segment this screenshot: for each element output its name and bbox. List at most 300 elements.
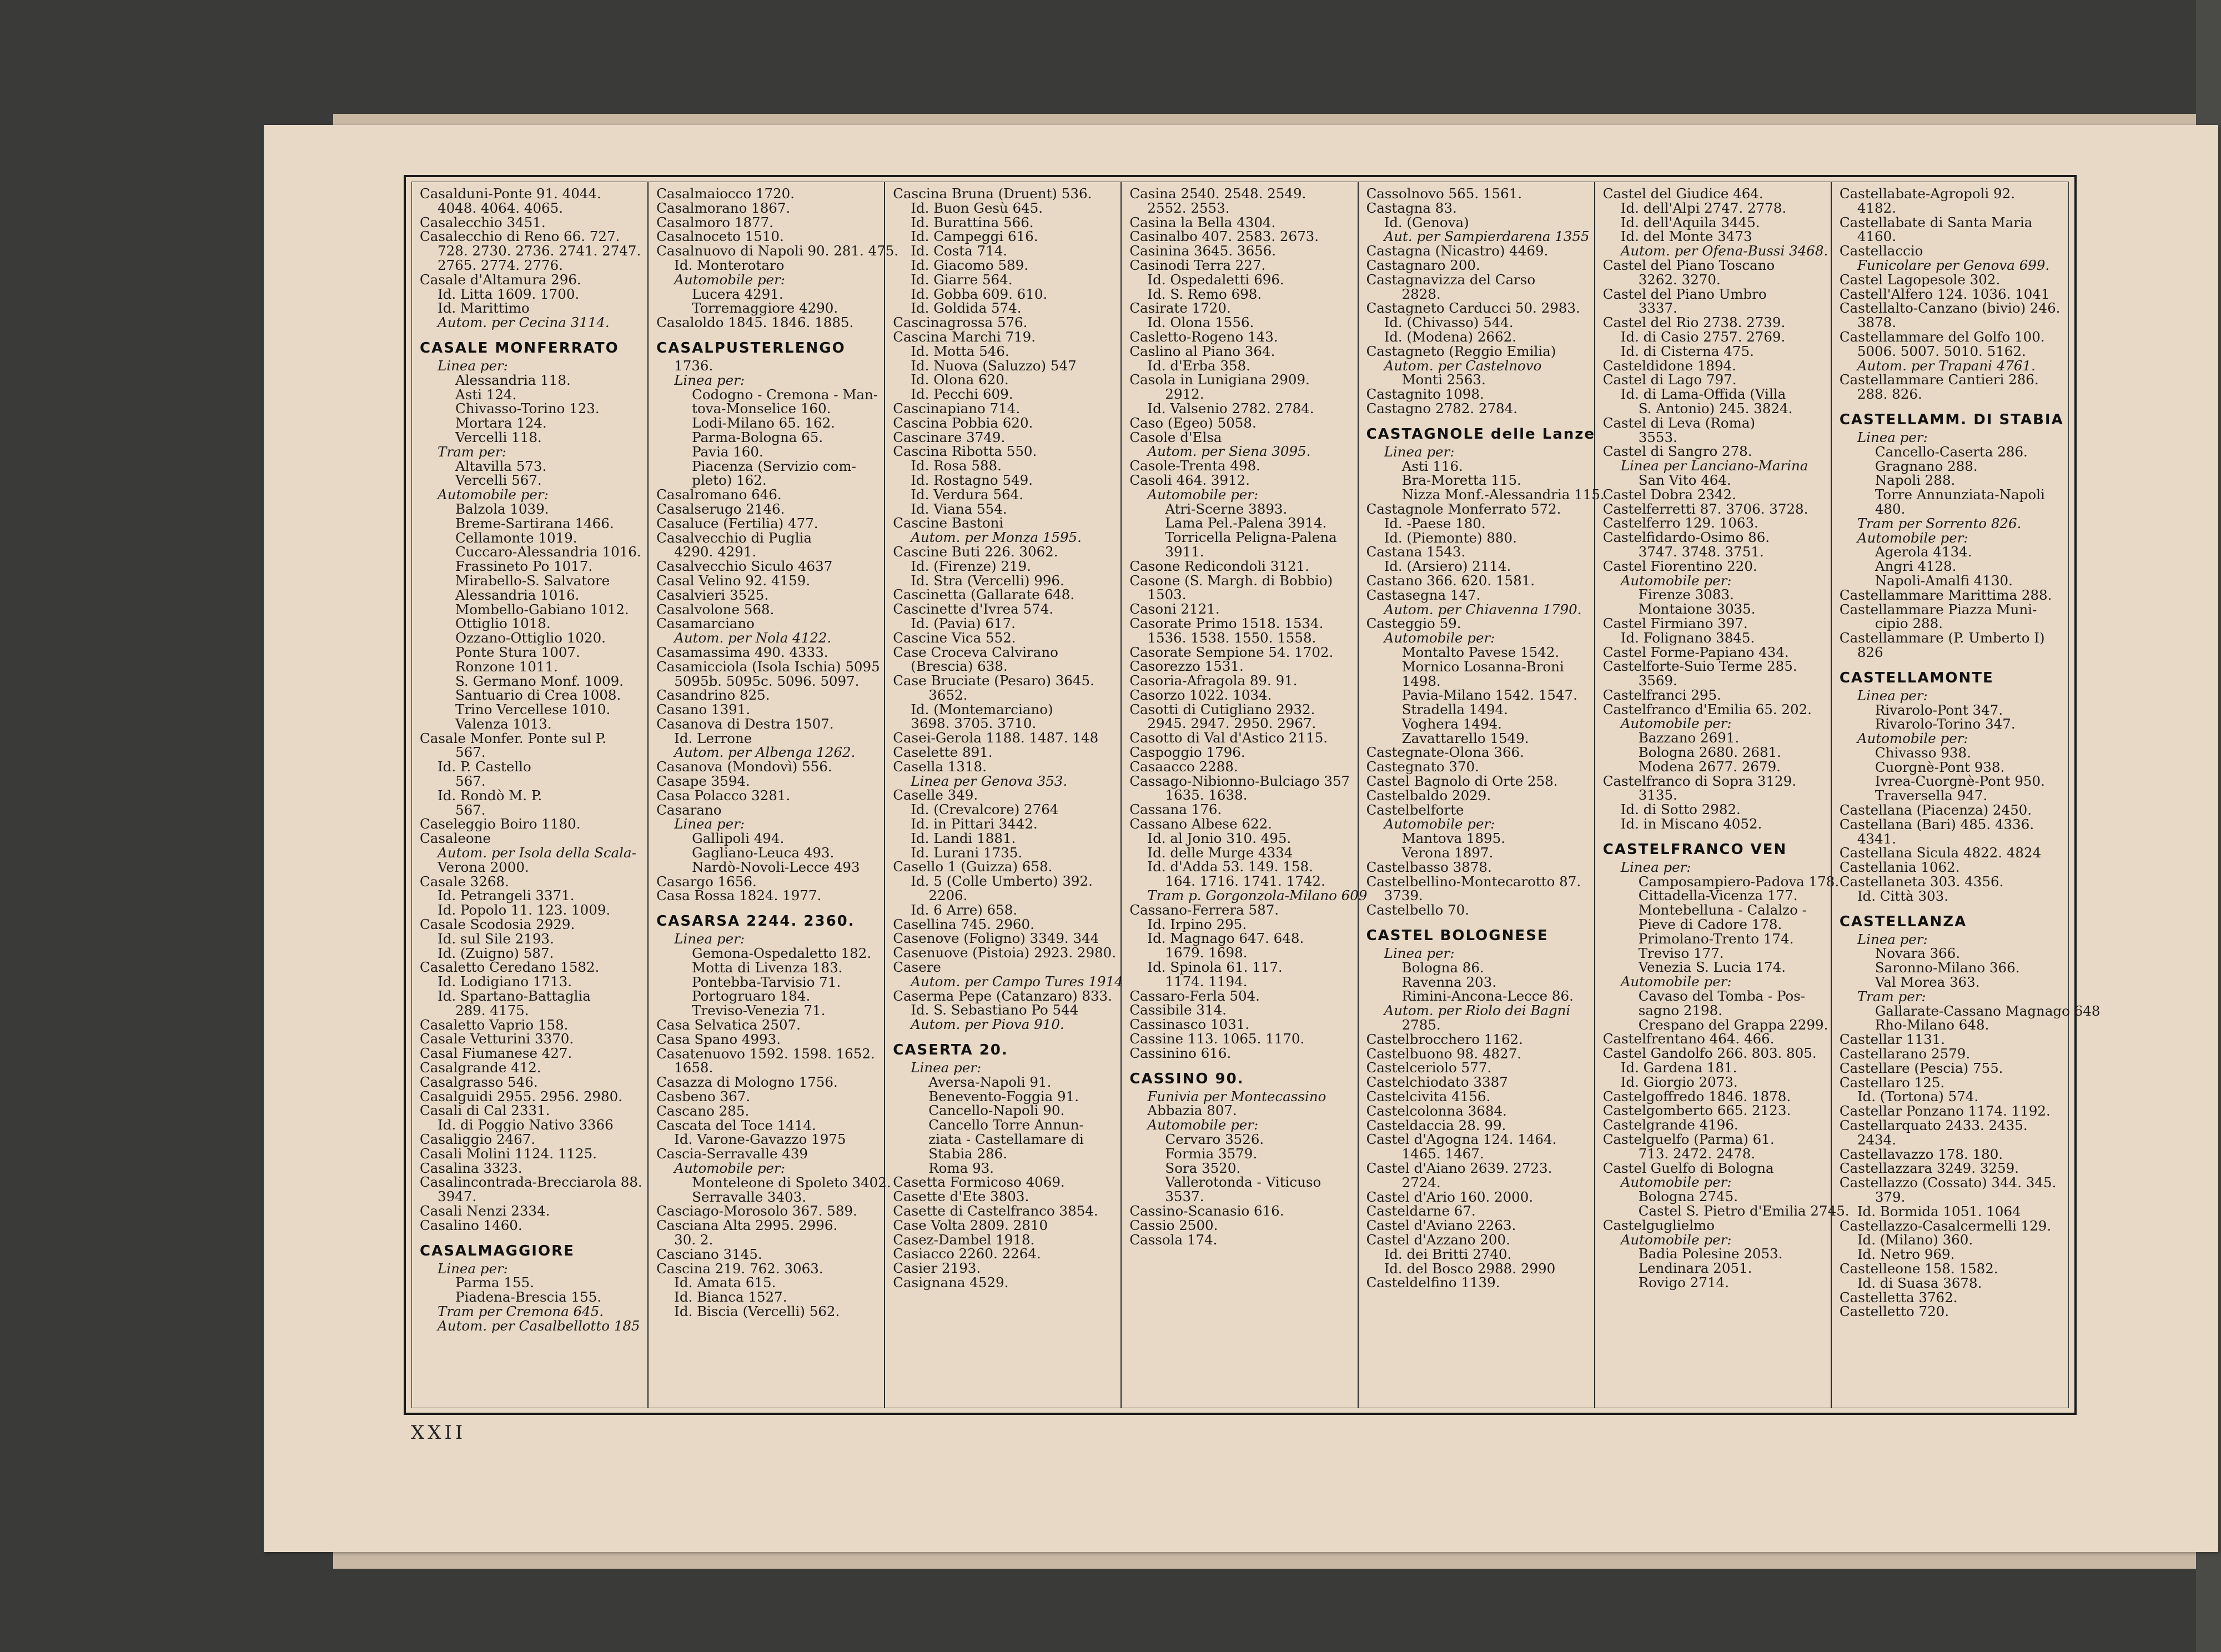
index-entry: Cascine Bastoni <box>893 515 1004 531</box>
index-entry: Casanova di Destra 1507. <box>656 715 834 732</box>
index-entry: Castellabate-Agropoli 92. <box>1839 185 2015 202</box>
index-entry: Id. Pecchi 609. <box>911 386 1013 403</box>
index-entry: Roma 93. <box>928 1159 994 1176</box>
index-entry: Automobile per: <box>1384 816 1495 832</box>
index-entry: Caspoggio 1796. <box>1129 744 1245 761</box>
index-entry: Santuario di Crea 1008. <box>455 687 621 704</box>
index-entry: Montebelluna - Calalzo - <box>1638 902 1807 918</box>
index-entry: Id. Biscia (Vercelli) 562. <box>674 1303 840 1319</box>
index-entry: Casaacco 2288. <box>1129 758 1238 775</box>
index-entry: Id. Gobba 609. 610. <box>911 285 1048 302</box>
index-entry: Gemona-Ospedaletto 182. <box>692 945 872 962</box>
index-entry: Casteldidone 1894. <box>1602 357 1736 374</box>
index-entry: Id. (Genova) <box>1384 214 1469 230</box>
index-entry: Castelgrande 4196. <box>1602 1117 1738 1133</box>
index-entry: Casbeno 367. <box>656 1088 751 1105</box>
index-entry: Asti 116. <box>1401 458 1463 474</box>
index-entry: 3911. <box>1165 543 1204 560</box>
index-entry: Serravalle 3403. <box>692 1188 806 1205</box>
index-entry: Casteldaccia 28. 99. <box>1366 1117 1506 1133</box>
index-entry: Castel d'Aviano 2263. <box>1366 1217 1516 1234</box>
index-entry: 3947. <box>438 1188 477 1205</box>
index-entry: Ponte Stura 1007. <box>455 644 580 660</box>
index-entry: Castagneto (Reggio Emilia) <box>1366 343 1556 359</box>
index-entry: Stradella 1494. <box>1401 701 1508 718</box>
index-entry: Castano 366. 620. 1581. <box>1366 572 1535 589</box>
index-entry: Casina la Bella 4304. <box>1129 214 1276 230</box>
index-entry: Benevento-Foggia 91. <box>928 1088 1079 1104</box>
index-entry: Cassano-Ferrera 587. <box>1129 901 1279 918</box>
index-entry: Valenza 1013. <box>455 715 552 732</box>
index-entry: Casinina 3645. 3656. <box>1129 243 1277 259</box>
index-entry: 1503. <box>1147 586 1187 603</box>
index-entry: 3553. <box>1638 429 1677 445</box>
index-entry: Castel Gandolfo 266. 803. 805. <box>1602 1045 1817 1062</box>
index-entry: Nizza Monf.-Alessandria 115. <box>1401 486 1605 503</box>
index-column <box>885 182 1122 1408</box>
index-entry: Automobile per: <box>1620 1174 1732 1191</box>
index-entry: 288. 826. <box>1857 386 1922 403</box>
index-entry: Id. di Lama-Offida (Villa <box>1620 386 1786 403</box>
index-entry: Casalduni-Ponte 91. 4044. <box>420 185 601 202</box>
index-entry: Id. Gardena 181. <box>1620 1060 1737 1076</box>
index-entry: Id. Nuova (Saluzzo) 547 <box>911 357 1077 374</box>
index-entry: Casole d'Elsa <box>1129 429 1222 445</box>
index-entry: Val Morea 363. <box>1875 974 1980 991</box>
index-entry: Treviso-Venezia 71. <box>692 1002 826 1019</box>
index-entry: Castellammare Marittima 288. <box>1839 586 2052 603</box>
place-heading: CASALPUSTERLENGO <box>656 339 846 356</box>
index-entry: Castellaneta 303. 4356. <box>1839 873 2004 890</box>
index-entry: Id. (Tortona) 574. <box>1857 1088 1979 1105</box>
index-entry: Cassolnovo 565. 1561. <box>1366 185 1522 202</box>
index-entry: Angri 4128. <box>1875 558 1957 575</box>
index-entry: Bazzano 2691. <box>1638 730 1740 746</box>
index-entry: 4048. 4064. 4065. <box>438 199 563 216</box>
index-entry: Id. S. Sebastiano Po 544 <box>911 1002 1079 1018</box>
place-heading: CASTELLAMM. DI STABIA <box>1839 411 2064 428</box>
index-entry: Id. delle Murge 4334 <box>1147 844 1293 861</box>
index-entry: Id. Litta 1609. 1700. <box>438 285 580 302</box>
index-entry: Cascina Pobbia 620. <box>893 414 1033 431</box>
index-entry: Piadena-Brescia 155. <box>455 1289 602 1305</box>
index-entry: Cassio 2500. <box>1129 1217 1218 1233</box>
index-entry: Id. (Firenze) 219. <box>911 558 1031 574</box>
index-entry: Casiacco 2260. 2264. <box>893 1246 1041 1262</box>
index-entry: Tram per: <box>438 443 506 460</box>
index-entry: Casteldelfino 1139. <box>1366 1274 1500 1291</box>
index-entry: Castelbuono 98. 4827. <box>1366 1045 1522 1062</box>
index-entry: Id. Costa 714. <box>911 243 1008 259</box>
index-entry: Casaliggio 2467. <box>420 1131 536 1147</box>
index-entry: Trino Vercellese 1010. <box>455 701 611 718</box>
index-entry: Castelfrentano 464. 466. <box>1602 1031 1775 1047</box>
index-entry: Castel del Piano Umbro <box>1602 285 1767 302</box>
index-entry: Autom. per Cecina 3114. <box>438 314 610 331</box>
index-entry: Casalecchio di Reno 66. 727. <box>420 228 620 245</box>
index-entry: 2945. 2947. 2950. 2967. <box>1147 715 1316 732</box>
index-entry: Casciana Alta 2995. 2996. <box>656 1217 838 1234</box>
index-entry: Castagnavizza del Carso <box>1366 271 1536 288</box>
index-entry: Castagneto Carducci 50. 2983. <box>1366 300 1580 317</box>
index-entry: Castel di Sangro 278. <box>1602 443 1752 460</box>
index-entry: Cassibile 314. <box>1129 1002 1227 1018</box>
index-entry: Bologna 2680. 2681. <box>1638 744 1781 761</box>
index-entry: Castellaro 125. <box>1839 1074 1945 1091</box>
index-entry: Id. Lodigiano 1713. <box>438 973 572 990</box>
index-entry: Castagnito 1098. <box>1366 386 1484 403</box>
index-entry: Casotti di Cutigliano 2932. <box>1129 701 1315 717</box>
index-entry: Casaluce (Fertilia) 477. <box>656 515 818 531</box>
index-entry: Casalnuovo di Napoli 90. 281. 475. <box>656 243 899 259</box>
index-entry: Mirabello-S. Salvatore <box>455 572 610 589</box>
index-entry: Id. (Chivasso) 544. <box>1384 314 1514 331</box>
index-entry: Cervaro 3526. <box>1165 1131 1264 1147</box>
index-entry: 567. <box>455 773 486 790</box>
index-entry: Casello 1 (Guizza) 658. <box>893 858 1053 875</box>
place-heading: CASTELFRANCO VEN <box>1602 841 1787 858</box>
index-entry: Id. Rostagno 549. <box>911 471 1033 488</box>
index-entry: Casetta Formicoso 4069. <box>893 1174 1065 1191</box>
index-entry: Tram per Cremona 645. <box>438 1303 604 1319</box>
index-entry: Cassana 176. <box>1129 801 1222 818</box>
index-entry: Castellazzo (Cossato) 344. 345. <box>1839 1174 2057 1191</box>
index-entry: Funicolare per Genova 699. <box>1857 257 2050 273</box>
index-entry: Castell'Alfero 124. 1036. 1041 <box>1839 285 2050 302</box>
index-entry: Id. in Miscano 4052. <box>1620 816 1762 832</box>
index-entry: Casaleone <box>420 830 491 847</box>
index-entry: Caso (Egeo) 5058. <box>1129 414 1257 431</box>
index-entry: Verona 2000. <box>438 858 529 875</box>
index-entry: Cancello Torre Annun- <box>928 1117 1084 1133</box>
index-entry: Tram per Sorrento 826. <box>1857 515 2022 531</box>
index-entry: Casoria-Afragola 89. 91. <box>1129 672 1298 689</box>
index-entry: Casorate Primo 1518. 1534. <box>1129 615 1324 631</box>
index-entry: 1465. 1467. <box>1401 1146 1484 1162</box>
index-entry: Castel Dobra 2342. <box>1602 486 1736 503</box>
index-entry: Linea per: <box>438 357 508 374</box>
index-entry: Portogruaro 184. <box>692 988 811 1005</box>
index-entry: Id. (Milano) 360. <box>1857 1232 1973 1248</box>
index-entry: Casole-Trenta 498. <box>1129 458 1260 474</box>
index-entry: Rivarolo-Pont 347. <box>1875 701 2003 718</box>
index-entry: Linea per: <box>1857 931 1928 947</box>
index-entry: Pieve di Cadore 178. <box>1638 916 1782 933</box>
index-entry: Casa Selvatica 2507. <box>656 1017 801 1033</box>
index-entry: 3652. <box>928 686 968 703</box>
index-entry: Id. al Jonio 310. 495. <box>1147 830 1292 846</box>
index-entry: Castellana (Piacenza) 2450. <box>1839 802 2032 819</box>
index-entry: Tram per: <box>1857 988 1926 1005</box>
index-entry: Novara 366. <box>1875 945 1961 962</box>
index-entry: 3337. <box>1638 300 1677 317</box>
index-entry: Castagna (Nicastro) 4469. <box>1366 243 1549 259</box>
index-entry: 1736. <box>674 357 713 374</box>
index-entry: Castagnole Monferrato 572. <box>1366 500 1561 517</box>
index-entry: 3569. <box>1638 672 1677 689</box>
index-entry: Id. Lurani 1735. <box>911 844 1023 861</box>
index-entry: Automobile per: <box>1857 730 1968 747</box>
index-entry: Id. Rondò M. P. <box>438 787 542 804</box>
index-entry: Casamicciola (Isola Ischia) 5095 <box>656 658 880 675</box>
index-entry: Bra-Moretta 115. <box>1401 472 1521 489</box>
index-entry: S. Germano Monf. 1009. <box>455 672 624 689</box>
index-entry: Cascata del Toce 1414. <box>656 1117 816 1133</box>
index-entry: Pavia-Milano 1542. 1547. <box>1401 687 1577 704</box>
index-entry: Casalguidi 2955. 2956. 2980. <box>420 1088 622 1104</box>
index-entry: Automobile per: <box>1620 973 1732 990</box>
index-entry: Linea per: <box>911 1060 982 1076</box>
index-entry: Automobile per: <box>1620 1231 1732 1248</box>
index-entry: tova-Monselice 160. <box>692 400 831 417</box>
index-entry: 1635. 1638. <box>1165 787 1248 804</box>
index-entry: Id. d'Erba 358. <box>1147 357 1251 374</box>
index-entry: Id. Netro 969. <box>1857 1246 1955 1263</box>
index-entry: Casignana 4529. <box>893 1274 1009 1291</box>
index-entry: Casette di Castelfranco 3854. <box>893 1202 1098 1219</box>
index-entry: Cuccaro-Alessandria 1016. <box>455 544 641 560</box>
index-entry: Castel del Rio 2738. 2739. <box>1602 314 1786 331</box>
index-entry: Cassino-Scanasio 616. <box>1129 1202 1284 1219</box>
index-entry: pleto) 162. <box>692 472 767 489</box>
index-entry: Castelchiodato 3387 <box>1366 1074 1508 1091</box>
index-entry: Id. (Pavia) 617. <box>911 615 1016 631</box>
index-entry: Cascinare 3749. <box>893 429 1006 445</box>
index-entry: Cascinagrossa 576. <box>893 314 1028 331</box>
index-entry: Automobile per: <box>1620 572 1732 589</box>
index-entry: Castellarquato 2433. 2435. <box>1839 1117 2028 1134</box>
index-entry: Castel di Lago 797. <box>1602 371 1737 388</box>
index-entry: Caslino al Piano 364. <box>1129 343 1275 359</box>
index-entry: Sora 3520. <box>1165 1159 1241 1176</box>
index-entry: Id. 6 Arre) 658. <box>911 901 1018 918</box>
index-entry: Id. Folignano 3845. <box>1620 629 1755 646</box>
index-entry: Crespano del Grappa 2299. <box>1638 1016 1828 1033</box>
index-entry: Ronzone 1011. <box>455 658 558 675</box>
index-entry: Id. Bianca 1527. <box>674 1289 787 1305</box>
index-entry: Id. (Zuigno) 587. <box>438 945 554 961</box>
index-entry: Castelcolonna 3684. <box>1366 1102 1507 1119</box>
index-entry: Casteldarne 67. <box>1366 1203 1476 1219</box>
index-column <box>649 182 899 1408</box>
index-entry: Casalvolone 568. <box>656 601 775 617</box>
index-entry: Autom. per Siena 3095. <box>1147 443 1311 460</box>
index-entry: Casandrino 825. <box>656 687 770 704</box>
index-entry: Castelfranco di Sopra 3129. <box>1602 772 1797 789</box>
index-entry: 5006. 5007. 5010. 5162. <box>1857 343 2026 359</box>
index-entry: Id. del Bosco 2988. 2990 <box>1384 1260 1556 1277</box>
index-entry: Casorzo 1022. 1034. <box>1129 686 1272 703</box>
index-entry: Castellammare del Golfo 100. <box>1839 328 2045 345</box>
index-entry: Linea per: <box>674 371 745 388</box>
index-entry: Id. Campeggi 616. <box>911 228 1038 245</box>
index-entry: Castelguglielmo <box>1602 1217 1715 1233</box>
index-entry: Casali Molini 1124. 1125. <box>420 1145 597 1162</box>
index-entry: Casier 2193. <box>893 1260 981 1277</box>
index-entry: Breme-Sartirana 1466. <box>455 515 614 531</box>
index-entry: Id. di Cisterna 475. <box>1620 343 1754 359</box>
index-entry: Voghera 1494. <box>1401 715 1502 732</box>
index-entry: Autom. per Trapani 4761. <box>1857 357 2036 374</box>
index-entry: Id. Buon Gesù 645. <box>911 199 1043 216</box>
index-entry: 480. <box>1875 500 1906 517</box>
index-entry: Id. (Montemarciano) <box>911 701 1053 717</box>
index-entry: Automobile per: <box>674 1160 785 1176</box>
index-entry: Castagna 83. <box>1366 199 1457 216</box>
index-entry: Cassine 113. 1065. 1170. <box>1129 1031 1305 1047</box>
index-entry: Cascinapiano 714. <box>893 400 1021 416</box>
index-entry: Castelbelforte <box>1366 801 1464 818</box>
index-entry: Castel Forme-Papiano 434. <box>1602 644 1789 660</box>
index-entry: Casaletto Ceredano 1582. <box>420 959 600 976</box>
index-entry: Linea per Genova 353. <box>911 772 1068 789</box>
index-entry: Castegnato 370. <box>1366 759 1479 775</box>
index-entry: Id. Valsenio 2782. 2784. <box>1147 400 1314 416</box>
index-entry: Lama Pel.-Palena 3914. <box>1165 515 1327 531</box>
index-entry: Id. Ospedaletti 696. <box>1147 271 1284 288</box>
index-entry: Autom. per Chiavenna 1790. <box>1384 601 1582 617</box>
index-entry: Castellar 1131. <box>1839 1031 1946 1048</box>
index-entry: Casalecchio 3451. <box>420 214 546 230</box>
index-entry: 1498. <box>1401 672 1441 689</box>
index-entry: Vercelli 118. <box>455 429 542 445</box>
index-entry: Casorezzo 1531. <box>1129 658 1244 675</box>
index-entry: 567. <box>455 744 486 761</box>
index-entry: 728. 2730. 2736. 2741. 2747. <box>438 243 641 259</box>
index-entry: Rho-Milano 648. <box>1875 1017 1989 1033</box>
index-entry: Id. dell'Aquila 3445. <box>1620 214 1760 230</box>
index-entry: Casaletto Vaprio 158. <box>420 1016 569 1033</box>
index-entry: (Brescia) 638. <box>911 658 1008 675</box>
index-entry: Casei-Gerola 1188. 1487. 148 <box>893 730 1099 746</box>
index-entry: Id. Spinola 61. 117. <box>1147 959 1283 976</box>
place-heading: CASTELLAMONTE <box>1839 669 1994 686</box>
index-entry: Autom. per Albenga 1262. <box>674 744 856 761</box>
index-entry: Id. Irpino 295. <box>1147 916 1247 932</box>
index-entry: 2552. 2553. <box>1147 199 1230 216</box>
index-entry: Castellammare Cantieri 286. <box>1839 371 2039 388</box>
index-entry: 3747. 3748. 3751. <box>1638 543 1764 560</box>
index-entry: Id. Giacomo 589. <box>911 257 1029 273</box>
index-entry: Modena 2677. 2679. <box>1638 758 1781 775</box>
index-entry: Casazza di Mologno 1756. <box>656 1074 838 1091</box>
index-entry: 3878. <box>1857 314 1896 331</box>
index-entry: Badia Polesine 2053. <box>1638 1246 1783 1262</box>
index-entry: Castelfidardo-Osimo 86. <box>1602 529 1770 546</box>
index-columns <box>411 182 2101 1408</box>
index-entry: Id. Verdura 564. <box>911 486 1023 503</box>
index-entry: Mornico Losanna-Broni <box>1401 658 1564 675</box>
index-entry: Vercelli 567. <box>455 472 542 489</box>
index-entry: Casale Vetturini 3370. <box>420 1031 574 1047</box>
index-entry: Casa Rossa 1824. 1977. <box>656 887 822 904</box>
index-entry: Casotto di Val d'Astico 2115. <box>1129 730 1328 746</box>
index-entry: Castelcivita 4156. <box>1366 1088 1491 1105</box>
index-entry: 4290. 4291. <box>674 544 757 560</box>
index-entry: Napoli 288. <box>1875 472 1956 489</box>
index-entry: Casalgrasso 546. <box>420 1073 538 1090</box>
index-entry: Alessandria 1016. <box>455 586 580 603</box>
index-entry: Firenze 3083. <box>1638 586 1734 603</box>
index-entry: Automobile per: <box>1147 1117 1259 1133</box>
index-entry: Castasegna 147. <box>1366 586 1481 603</box>
index-entry: Cuorgnè-Pont 938. <box>1875 759 2005 775</box>
index-entry: Castellana Sicula 4822. 4824 <box>1839 845 2042 861</box>
index-entry: Monteleone di Spoleto 3402. <box>692 1174 891 1191</box>
index-entry: ziata - Castellamare di <box>928 1131 1084 1147</box>
index-entry: Casoni 2121. <box>1129 601 1220 617</box>
index-entry: Castel Firmiano 397. <box>1602 615 1748 631</box>
index-entry: Casciago-Morosolo 367. 589. <box>656 1203 857 1219</box>
index-entry: Id. (Arsiero) 2114. <box>1384 558 1511 575</box>
index-entry: Rivarolo-Torino 347. <box>1875 716 2016 732</box>
index-entry: Id. Rosa 588. <box>911 458 1002 474</box>
index-column <box>412 182 649 1408</box>
index-entry: Case Volta 2809. 2810 <box>893 1217 1048 1233</box>
index-entry: 2828. <box>1401 285 1441 302</box>
index-entry: Casirate 1720. <box>1129 300 1231 317</box>
index-entry: Casale 3268. <box>420 873 509 890</box>
index-entry: Traversella 947. <box>1875 787 1988 804</box>
index-entry: Tram p. Gorgonzola-Milano 609 <box>1147 887 1368 904</box>
index-entry: 4160. <box>1857 228 1896 245</box>
index-entry: Castellar Ponzano 1174. 1192. <box>1839 1103 2051 1119</box>
index-entry: Castellavazzo 178. 180. <box>1839 1146 2003 1162</box>
index-entry: 3739. <box>1384 887 1423 904</box>
index-entry: Castel d'Ario 160. 2000. <box>1366 1188 1534 1205</box>
index-entry: 2785. <box>1401 1017 1441 1033</box>
index-entry: 3262. 3270. <box>1638 271 1721 288</box>
index-entry: Castelferro 129. 1063. <box>1602 515 1758 531</box>
index-entry: Mortara 124. <box>455 415 547 431</box>
index-entry: Montalto Pavese 1542. <box>1401 644 1560 660</box>
index-entry: 3135. <box>1638 787 1677 804</box>
place-heading: CASTAGNOLE delle Lanze <box>1366 425 1596 443</box>
index-entry: Casteggio 59. <box>1366 615 1461 632</box>
index-entry: Id. Goldida 574. <box>911 300 1022 317</box>
index-column <box>1595 182 1850 1408</box>
index-entry: 1658. <box>674 1060 713 1076</box>
index-entry: Casella 1318. <box>893 758 987 775</box>
index-entry: Castellana (Bari) 485. 4336. <box>1839 816 2034 832</box>
index-entry: Casano 1391. <box>656 701 751 718</box>
index-entry: Casere <box>893 959 941 976</box>
index-entry: 30. 2. <box>674 1231 713 1248</box>
index-entry: Id. Lerrone <box>674 730 752 746</box>
index-entry: Autom. per Campo Tures 1914 <box>911 973 1123 990</box>
index-entry: Castellazzo-Casalcermelli 129. <box>1839 1217 2052 1234</box>
index-entry: Casanova (Mondovì) 556. <box>656 759 832 775</box>
index-entry: Id. dei Britti 2740. <box>1384 1246 1512 1262</box>
index-entry: Id. Bormida 1051. 1064 <box>1857 1203 2021 1219</box>
index-entry: 3698. 3705. 3710. <box>911 715 1037 732</box>
index-entry: Casale Scodosia 2929. <box>420 916 575 933</box>
index-entry: Castelleone 158. 1582. <box>1839 1260 1998 1277</box>
index-entry: Casamarciano <box>656 615 755 632</box>
index-entry: Chivasso-Torino 123. <box>455 400 600 417</box>
index-entry: Zavattarello 1549. <box>1401 730 1529 746</box>
index-entry: Casali di Cal 2331. <box>420 1102 550 1119</box>
place-heading: CASTELLANZA <box>1839 913 1967 930</box>
index-entry: Casali Nenzi 2334. <box>420 1202 550 1219</box>
index-entry: Casal Velino 92. 4159. <box>656 572 811 589</box>
index-entry: Alessandria 118. <box>455 371 571 388</box>
index-entry: Cellamonte 1019. <box>455 529 577 546</box>
index-entry: Castelferretti 87. 3706. 3728. <box>1602 500 1808 517</box>
index-entry: 2434. <box>1857 1131 1896 1148</box>
index-entry: Castel Lagopesole 302. <box>1839 271 2001 288</box>
index-entry: Casenove (Foligno) 3349. 344 <box>893 930 1099 947</box>
